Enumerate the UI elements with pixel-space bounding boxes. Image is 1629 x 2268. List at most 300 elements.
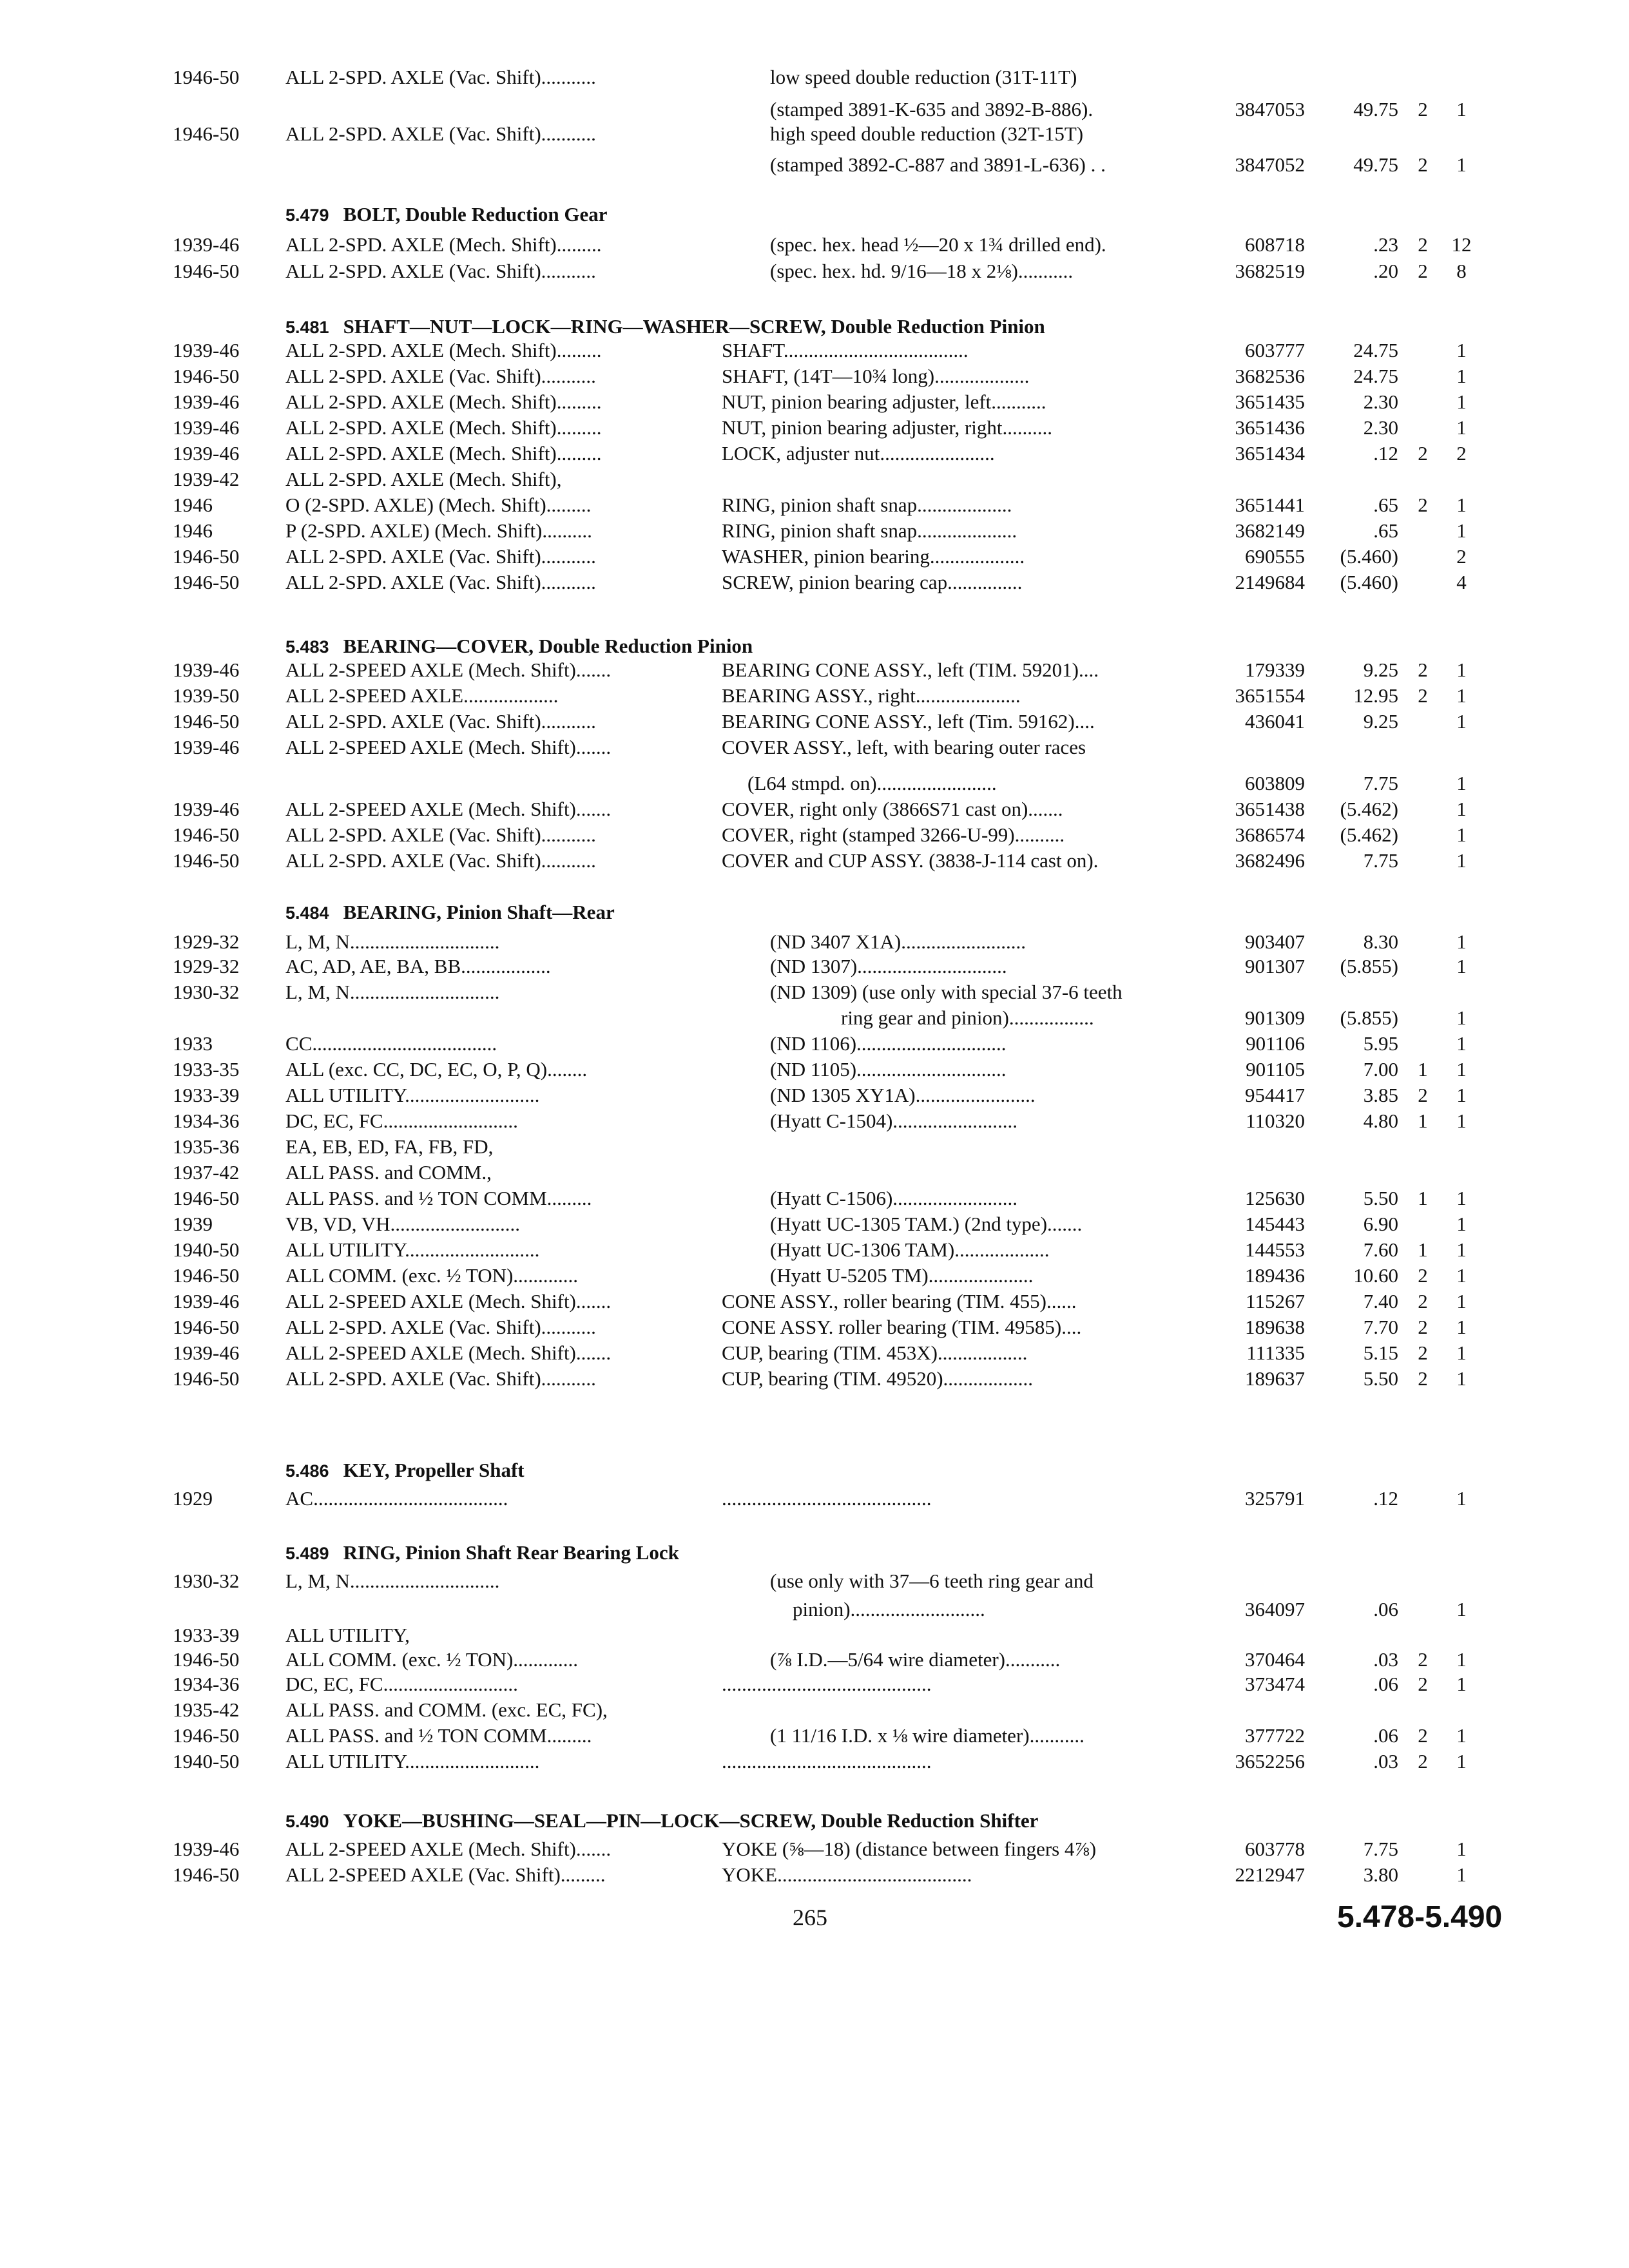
table-row: [0, 1005, 1629, 1031]
table-row: [0, 1160, 1629, 1186]
row-quantity-a: 2: [1418, 684, 1428, 707]
row-description: NUT, pinion bearing adjuster, right..........: [722, 416, 1053, 439]
table-row: [0, 709, 1629, 735]
row-description: LOCK, adjuster nut.......................: [722, 442, 995, 465]
row-description: SHAFT.....................................: [722, 339, 969, 361]
row-model: ALL 2-SPD. AXLE (Mech. Shift).........: [285, 416, 602, 439]
row-quantity-b: 1: [1456, 1110, 1467, 1132]
row-quantity-b: 1: [1456, 1341, 1467, 1364]
row-description: YOKE.......................................: [722, 1863, 972, 1886]
row-part-number: 903407: [1245, 930, 1305, 953]
row-description: NUT, pinion bearing adjuster, left...........: [722, 390, 1046, 413]
row-year: 1946-50: [173, 1367, 240, 1390]
row-part-number: 3682496: [1235, 849, 1305, 872]
row-quantity-b: 1: [1456, 390, 1467, 413]
row-part-number: 3847052: [1235, 153, 1305, 176]
row-price: .03: [1373, 1750, 1398, 1773]
section-number: 5.486: [285, 1461, 329, 1481]
row-year: 1929-32: [173, 955, 240, 977]
section-number: 5.490: [285, 1812, 329, 1831]
row-description: (spec. hex. head ½—20 x 1¾ drilled end).: [770, 233, 1106, 256]
row-year: 1946-50: [173, 260, 240, 282]
row-year: 1946-50: [173, 365, 240, 387]
row-model: ALL COMM. (exc. ½ TON).............: [285, 1264, 579, 1287]
section-heading: [285, 1457, 525, 1483]
row-model: ALL UTILITY...........................: [285, 1238, 540, 1261]
row-quantity-a: 2: [1418, 1724, 1428, 1747]
row-model: ALL 2-SPEED AXLE (Mech. Shift).......: [285, 1838, 612, 1860]
row-price: 3.80: [1363, 1863, 1398, 1886]
row-part-number: 954417: [1245, 1084, 1305, 1106]
row-quantity-b: 1: [1456, 1058, 1467, 1081]
table-row: [0, 1697, 1629, 1723]
section-heading: [285, 202, 608, 227]
row-part-number: 901105: [1246, 1058, 1305, 1081]
section-heading: [285, 1808, 1038, 1834]
row-quantity-a: 2: [1418, 1750, 1428, 1773]
section-heading: [285, 899, 615, 925]
row-part-number: 189637: [1245, 1367, 1305, 1390]
row-description: (L64 stmpd. on)........................: [747, 772, 997, 794]
row-price: .12: [1373, 1487, 1398, 1510]
row-quantity-a: 2: [1418, 1290, 1428, 1312]
section-title: BEARING, Pinion Shaft—Rear: [343, 901, 615, 923]
table-row: [0, 1057, 1629, 1082]
table-row: [0, 1862, 1629, 1888]
row-model: ALL 2-SPD. AXLE (Mech. Shift).........: [285, 233, 602, 256]
row-price: 12.95: [1353, 684, 1398, 707]
row-price: 9.25: [1363, 658, 1398, 681]
row-year: 1939-46: [173, 416, 240, 439]
table-row: [0, 657, 1629, 683]
row-part-number: 3651435: [1235, 390, 1305, 413]
row-model: ALL 2-SPEED AXLE (Mech. Shift).......: [285, 1341, 612, 1364]
row-quantity-b: 1: [1456, 1838, 1467, 1860]
row-price: 7.40: [1363, 1290, 1398, 1312]
section-title: YOKE—BUSHING—SEAL—PIN—LOCK—SCREW, Double Reduction Shifter: [343, 1809, 1039, 1832]
row-price: (5.462): [1340, 823, 1398, 846]
row-part-number: 364097: [1245, 1598, 1305, 1620]
row-part-number: 115267: [1246, 1290, 1305, 1312]
section-heading: [285, 314, 1045, 340]
table-row: [0, 338, 1629, 363]
row-year: 1946-50: [173, 1187, 240, 1209]
row-year: 1930-32: [173, 981, 240, 1003]
row-quantity-b: 1: [1456, 1084, 1467, 1106]
row-quantity-b: 1: [1456, 1006, 1467, 1029]
row-description: (⅞ I.D.—5/64 wire diameter)...........: [770, 1648, 1061, 1671]
section-number: 5.484: [285, 903, 329, 923]
row-price: 49.75: [1353, 153, 1398, 176]
row-part-number: 325791: [1245, 1487, 1305, 1510]
row-year: 1934-36: [173, 1110, 240, 1132]
table-row: [0, 1723, 1629, 1749]
row-description: CONE ASSY. roller bearing (TIM. 49585)....: [722, 1316, 1082, 1338]
row-model: ALL UTILITY...........................: [285, 1084, 540, 1106]
row-year: 1929: [173, 1487, 213, 1510]
row-model: VB, VD, VH..........................: [285, 1213, 520, 1235]
row-description: BEARING ASSY., right.....................: [722, 684, 1021, 707]
table-row: [0, 492, 1629, 518]
table-row: [0, 929, 1629, 955]
table-row: [0, 1597, 1629, 1622]
section-heading: [285, 633, 753, 659]
row-price: 6.90: [1363, 1213, 1398, 1235]
row-quantity-b: 1: [1456, 1264, 1467, 1287]
row-quantity-b: 1: [1456, 1750, 1467, 1773]
table-row: [0, 64, 1629, 90]
row-quantity-a: 2: [1418, 1648, 1428, 1671]
table-row: [0, 979, 1629, 1005]
row-year: 1946-50: [173, 849, 240, 872]
row-model: ALL 2-SPD. AXLE (Mech. Shift).........: [285, 390, 602, 413]
table-row: [0, 683, 1629, 709]
row-description: RING, pinion shaft snap...................: [722, 494, 1012, 516]
row-price: 49.75: [1353, 98, 1398, 120]
row-model: ALL 2-SPD. AXLE (Vac. Shift)...........: [285, 365, 596, 387]
row-description: COVER ASSY., left, with bearing outer races: [722, 736, 1086, 758]
row-quantity-b: 2: [1456, 545, 1467, 568]
row-description: COVER and CUP ASSY. (3838-J-114 cast on).: [722, 849, 1099, 872]
row-part-number: 3651434: [1235, 442, 1305, 465]
row-year: 1939: [173, 1213, 213, 1235]
row-model: ALL 2-SPD. AXLE (Vac. Shift)...........: [285, 260, 596, 282]
row-description: (ND 1106)..............................: [770, 1032, 1007, 1055]
table-row: [0, 97, 1629, 122]
row-quantity-b: 1: [1456, 1367, 1467, 1390]
row-model: DC, EC, FC...........................: [285, 1110, 518, 1132]
row-year: 1939-46: [173, 233, 240, 256]
row-quantity-b: 1: [1456, 494, 1467, 516]
row-year: 1946-50: [173, 66, 240, 88]
row-description: (Hyatt C-1506).........................: [770, 1187, 1018, 1209]
row-price: 24.75: [1353, 339, 1398, 361]
row-year: 1933-35: [173, 1058, 240, 1081]
row-description: SHAFT, (14T—10¾ long)...................: [722, 365, 1030, 387]
row-part-number: 603778: [1245, 1838, 1305, 1860]
row-model: EA, EB, ED, FA, FB, FD,: [285, 1135, 494, 1158]
row-part-number: 111335: [1246, 1341, 1305, 1364]
row-description: CUP, bearing (TIM. 49520)..................: [722, 1367, 1034, 1390]
row-description: ..........................................: [722, 1673, 932, 1695]
row-price: .23: [1373, 233, 1398, 256]
section-number: 5.483: [285, 637, 329, 657]
row-price: .20: [1373, 260, 1398, 282]
row-description: (spec. hex. hd. 9/16—18 x 2⅛)...........: [770, 260, 1074, 282]
row-quantity-a: 2: [1418, 494, 1428, 516]
row-price: .12: [1373, 442, 1398, 465]
row-model: ALL 2-SPEED AXLE (Mech. Shift).......: [285, 798, 612, 820]
row-price: 9.25: [1363, 710, 1398, 733]
row-quantity-b: 1: [1456, 1290, 1467, 1312]
row-description: (Hyatt UC-1306 TAM)...................: [770, 1238, 1050, 1261]
row-model: L, M, N..............................: [285, 1570, 500, 1592]
table-row: [0, 1134, 1629, 1160]
row-part-number: 3682536: [1235, 365, 1305, 387]
row-model: ALL 2-SPEED AXLE (Mech. Shift).......: [285, 1290, 612, 1312]
row-part-number: 179339: [1245, 658, 1305, 681]
row-part-number: 2212947: [1235, 1863, 1305, 1886]
row-price: 7.60: [1363, 1238, 1398, 1261]
row-part-number: 3652256: [1235, 1750, 1305, 1773]
table-row: [0, 954, 1629, 979]
row-model: O (2-SPD. AXLE) (Mech. Shift).........: [285, 494, 592, 516]
row-price: (5.855): [1340, 1006, 1398, 1029]
row-part-number: 377722: [1245, 1724, 1305, 1747]
row-model: ALL 2-SPEED AXLE (Vac. Shift).........: [285, 1863, 606, 1886]
row-year: 1933-39: [173, 1624, 240, 1646]
section-range: 5.478-5.490: [1337, 1900, 1503, 1934]
row-part-number: 370464: [1245, 1648, 1305, 1671]
row-quantity-b: 1: [1456, 365, 1467, 387]
row-description: (stamped 3892-C-887 and 3891-L-636) . .: [770, 153, 1106, 176]
table-row: [0, 415, 1629, 441]
table-row: [0, 152, 1629, 178]
table-row: [0, 121, 1629, 147]
row-price: .65: [1373, 494, 1398, 516]
row-year: 1946: [173, 494, 213, 516]
row-year: 1939-46: [173, 736, 240, 758]
row-part-number: 373474: [1245, 1673, 1305, 1695]
table-row: [0, 232, 1629, 258]
table-row: [0, 258, 1629, 284]
row-year: 1939-46: [173, 798, 240, 820]
row-description: (ND 1307)..............................: [770, 955, 1007, 977]
row-quantity-a: 2: [1418, 1316, 1428, 1338]
row-description: COVER, right (stamped 3266-U-99)..........: [722, 823, 1065, 846]
row-model: ALL 2-SPEED AXLE (Mech. Shift).......: [285, 736, 612, 758]
row-quantity-b: 1: [1456, 1316, 1467, 1338]
row-year: 1939-46: [173, 1341, 240, 1364]
row-quantity-a: 1: [1418, 1110, 1428, 1132]
table-row: [0, 1486, 1629, 1512]
table-row: [0, 1366, 1629, 1392]
row-quantity-b: 1: [1456, 684, 1467, 707]
row-quantity-b: 1: [1456, 1213, 1467, 1235]
row-description: (Hyatt U-5205 TM).....................: [770, 1264, 1034, 1287]
row-part-number: 3651441: [1235, 494, 1305, 516]
row-quantity-b: 2: [1456, 442, 1467, 465]
row-description: CONE ASSY., roller bearing (TIM. 455)......: [722, 1290, 1077, 1312]
row-model: ALL 2-SPD. AXLE (Mech. Shift),: [285, 468, 562, 490]
row-description: pinion)...........................: [793, 1598, 985, 1620]
row-description: (use only with 37—6 teeth ring gear and: [770, 1570, 1094, 1592]
row-model: ALL 2-SPD. AXLE (Vac. Shift)...........: [285, 122, 596, 145]
row-year: 1933-39: [173, 1084, 240, 1106]
row-price: .06: [1373, 1598, 1398, 1620]
row-year: 1930-32: [173, 1570, 240, 1592]
row-model: ALL PASS. and ½ TON COMM.........: [285, 1724, 592, 1747]
row-price: 4.80: [1363, 1110, 1398, 1132]
row-year: 1946-50: [173, 1264, 240, 1287]
row-quantity-b: 4: [1456, 571, 1467, 593]
row-year: 1939-46: [173, 658, 240, 681]
row-description: BEARING CONE ASSY., left (Tim. 59162)....: [722, 710, 1095, 733]
row-model: P (2-SPD. AXLE) (Mech. Shift)..........: [285, 519, 592, 542]
row-year: 1935-36: [173, 1135, 240, 1158]
row-price: 5.50: [1363, 1367, 1398, 1390]
row-price: 7.75: [1363, 1838, 1398, 1860]
row-quantity-b: 1: [1456, 798, 1467, 820]
row-description: BEARING CONE ASSY., left (TIM. 59201)....: [722, 658, 1099, 681]
row-description: (stamped 3891-K-635 and 3892-B-886).: [770, 98, 1094, 120]
row-year: 1946: [173, 519, 213, 542]
row-quantity-b: 1: [1456, 658, 1467, 681]
row-model: ALL COMM. (exc. ½ TON).............: [285, 1648, 579, 1671]
row-year: 1933: [173, 1032, 213, 1055]
row-model: ALL UTILITY,: [285, 1624, 410, 1646]
row-description: CUP, bearing (TIM. 453X)..................: [722, 1341, 1028, 1364]
table-row: [0, 389, 1629, 415]
row-part-number: 901309: [1245, 1006, 1305, 1029]
row-price: 5.50: [1363, 1187, 1398, 1209]
row-model: ALL 2-SPEED AXLE...................: [285, 684, 559, 707]
row-year: 1946-50: [173, 1724, 240, 1747]
section-title: BEARING—COVER, Double Reduction Pinion: [343, 635, 753, 657]
row-quantity-a: 1: [1418, 1187, 1428, 1209]
row-price: (5.462): [1340, 798, 1398, 820]
row-quantity-a: 1: [1418, 1238, 1428, 1261]
row-quantity-a: 2: [1418, 153, 1428, 176]
row-part-number: 110320: [1246, 1110, 1305, 1132]
row-model: ALL PASS. and COMM. (exc. EC, FC),: [285, 1698, 608, 1721]
row-description: (1 11/16 I.D. x ⅛ wire diameter)...........: [770, 1724, 1084, 1747]
row-quantity-b: 1: [1456, 849, 1467, 872]
table-row: [0, 1237, 1629, 1263]
row-description: low speed double reduction (31T-11T): [770, 66, 1077, 88]
row-year: 1946-50: [173, 823, 240, 846]
section-title: RING, Pinion Shaft Rear Bearing Lock: [343, 1541, 679, 1564]
row-part-number: 189436: [1245, 1264, 1305, 1287]
row-quantity-b: 1: [1456, 153, 1467, 176]
row-quantity-b: 1: [1456, 339, 1467, 361]
row-year: 1946-50: [173, 571, 240, 593]
row-quantity-b: 1: [1456, 823, 1467, 846]
row-year: 1939-46: [173, 1838, 240, 1860]
row-quantity-b: 1: [1456, 519, 1467, 542]
row-price: 7.70: [1363, 1316, 1398, 1338]
table-row: [0, 1186, 1629, 1211]
row-quantity-b: 12: [1451, 233, 1472, 256]
section-title: SHAFT—NUT—LOCK—RING—WASHER—SCREW, Double Reduction Pinion: [343, 315, 1045, 338]
row-quantity-b: 1: [1456, 1673, 1467, 1695]
row-price: 2.30: [1363, 416, 1398, 439]
table-row: [0, 544, 1629, 570]
table-row: [0, 1314, 1629, 1340]
row-description: SCREW, pinion bearing cap...............: [722, 571, 1023, 593]
row-model: ALL (exc. CC, DC, EC, O, P, Q)........: [285, 1058, 588, 1081]
row-price: .03: [1373, 1648, 1398, 1671]
row-price: 7.75: [1363, 772, 1398, 794]
row-part-number: 3651554: [1235, 684, 1305, 707]
row-price: 10.60: [1353, 1264, 1398, 1287]
row-quantity-a: 2: [1418, 98, 1428, 120]
table-row: [0, 1082, 1629, 1108]
row-description: (ND 3407 X1A).........................: [770, 930, 1026, 953]
row-description: WASHER, pinion bearing...................: [722, 545, 1025, 568]
row-year: 1946-50: [173, 1863, 240, 1886]
row-year: 1946-50: [173, 1316, 240, 1338]
row-model: ALL 2-SPD. AXLE (Mech. Shift).........: [285, 442, 602, 465]
row-part-number: 436041: [1245, 710, 1305, 733]
table-row: [0, 822, 1629, 848]
row-year: 1929-32: [173, 930, 240, 953]
row-model: ALL PASS. and ½ TON COMM.........: [285, 1187, 592, 1209]
row-model: AC.......................................: [285, 1487, 508, 1510]
row-part-number: 145443: [1245, 1213, 1305, 1235]
row-model: ALL 2-SPD. AXLE (Vac. Shift)...........: [285, 823, 596, 846]
row-part-number: 3682149: [1235, 519, 1305, 542]
row-model: CC.....................................: [285, 1032, 497, 1055]
row-year: 1939-46: [173, 1290, 240, 1312]
row-quantity-a: 2: [1418, 260, 1428, 282]
row-price: .65: [1373, 519, 1398, 542]
row-description: ..........................................: [722, 1750, 932, 1773]
row-part-number: 3651438: [1235, 798, 1305, 820]
page-number: 265: [793, 1905, 827, 1930]
row-part-number: 144553: [1245, 1238, 1305, 1261]
row-price: 8.30: [1363, 930, 1398, 953]
row-quantity-a: 2: [1418, 1264, 1428, 1287]
table-row: [0, 1836, 1629, 1862]
row-description: high speed double reduction (32T-15T): [770, 122, 1084, 145]
row-price: (5.855): [1340, 955, 1398, 977]
row-part-number: 2149684: [1235, 571, 1305, 593]
row-year: 1939-46: [173, 339, 240, 361]
row-year: 1940-50: [173, 1238, 240, 1261]
row-price: 5.95: [1363, 1032, 1398, 1055]
row-model: ALL 2-SPD. AXLE (Vac. Shift)...........: [285, 545, 596, 568]
table-row: [0, 570, 1629, 595]
section-number: 5.479: [285, 206, 329, 225]
row-part-number: 3847053: [1235, 98, 1305, 120]
row-model: ALL PASS. and COMM.,: [285, 1161, 492, 1184]
table-row: [0, 1108, 1629, 1134]
row-model: L, M, N..............................: [285, 930, 500, 953]
row-year: 1946-50: [173, 710, 240, 733]
row-quantity-b: 1: [1456, 1187, 1467, 1209]
row-quantity-b: 1: [1456, 1598, 1467, 1620]
row-price: 24.75: [1353, 365, 1398, 387]
row-quantity-b: 1: [1456, 98, 1467, 120]
row-description: (ND 1105)..............................: [770, 1058, 1007, 1081]
row-price: 3.85: [1363, 1084, 1398, 1106]
row-quantity-a: 2: [1418, 233, 1428, 256]
row-year: 1939-50: [173, 684, 240, 707]
row-quantity-a: 2: [1418, 1673, 1428, 1695]
table-row: [0, 796, 1629, 822]
row-part-number: 608718: [1245, 233, 1305, 256]
row-quantity-a: 2: [1418, 1084, 1428, 1106]
row-part-number: 3651436: [1235, 416, 1305, 439]
row-quantity-b: 1: [1456, 1487, 1467, 1510]
row-description: (ND 1305 XY1A)........................: [770, 1084, 1036, 1106]
table-row: [0, 1289, 1629, 1314]
row-year: 1946-50: [173, 1648, 240, 1671]
row-model: ALL 2-SPD. AXLE (Vac. Shift)...........: [285, 1316, 596, 1338]
row-year: 1946-50: [173, 122, 240, 145]
table-row: [0, 771, 1629, 796]
row-price: .06: [1373, 1673, 1398, 1695]
table-row: [0, 1647, 1629, 1673]
row-description: COVER, right only (3866S71 cast on).......: [722, 798, 1063, 820]
row-model: DC, EC, FC...........................: [285, 1673, 518, 1695]
row-quantity-b: 1: [1456, 1724, 1467, 1747]
table-row: [0, 1031, 1629, 1057]
row-quantity-a: 2: [1418, 658, 1428, 681]
row-description: ..........................................: [722, 1487, 932, 1510]
table-row: [0, 1211, 1629, 1237]
